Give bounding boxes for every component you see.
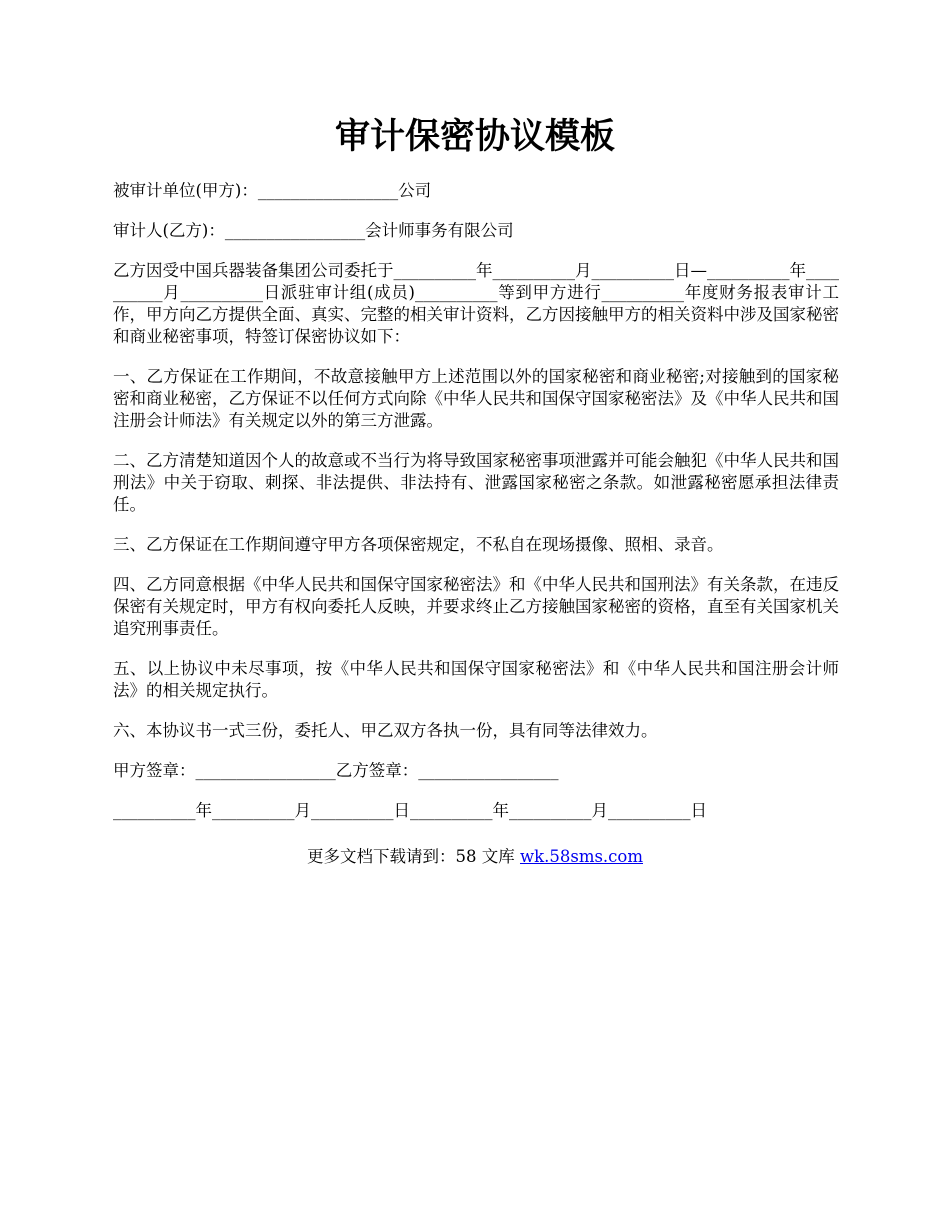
party-b-line: 审计人(乙方)：_________________会计师事务有限公司	[113, 221, 514, 240]
footer-link[interactable]: wk.58sms.com	[519, 847, 643, 866]
clause-6: 六、本协议书一式三份，委托人、甲乙双方各执一份，具有同等法律效力。	[113, 721, 658, 740]
signature-line: 甲方签章：_________________乙方签章：_________________	[113, 761, 559, 780]
document-title: 审计保密协议模板	[334, 116, 615, 157]
clause-3: 三、乙方保证在工作期间遵守甲方各项保密规定，不私自在现场摄像、照相、录音。	[113, 535, 724, 554]
footer-download-note	[0, 846, 950, 868]
footer-text: 更多文档下载请到：58 文库	[306, 847, 520, 866]
clause-1: 一、乙方保证在工作期间，不故意接触甲方上述范围以外的国家秘密和商业秘密;对接触到的国家秘密和商业秘密，乙方保证不以任何方式向除《中华人民共和国保守国家秘密法》及《中华人民共和国注册会计师法》有关规定以外的第三方泄露。	[113, 367, 839, 430]
party-a-line: 被审计单位(甲方)：_________________公司	[113, 181, 432, 200]
date-line: __________年__________月__________日__________年__________月__________日	[113, 801, 707, 820]
intro-paragraph: 乙方因受中国兵器装备集团公司委托于__________年__________月__________日—__________年__________月__________日派驻审计组(成员)__________等到甲方进行__________年度财务报表审计工作，甲方向乙方提供全面、真实、完整的相关审计资料，乙方因接触甲方的相关资料中涉及国家秘密和商业秘密事项，特签订保密协议如下：	[113, 261, 839, 346]
document-body	[113, 180, 839, 840]
clause-2: 二、乙方清楚知道因个人的故意或不当行为将导致国家秘密事项泄露并可能会触犯《中华人民共和国刑法》中关于窃取、刺探、非法提供、非法持有、泄露国家秘密之条款。如泄露秘密愿承担法律责任。	[113, 451, 839, 514]
clause-4: 四、乙方同意根据《中华人民共和国保守国家秘密法》和《中华人民共和国刑法》有关条款，在违反保密有关规定时，甲方有权向委托人反映，并要求终止乙方接触国家秘密的资格，直至有关国家机关追究刑事责任。	[113, 575, 839, 638]
clause-5: 五、以上协议中未尽事项，按《中华人民共和国保守国家秘密法》和《中华人民共和国注册会计师法》的相关规定执行。	[113, 659, 839, 700]
